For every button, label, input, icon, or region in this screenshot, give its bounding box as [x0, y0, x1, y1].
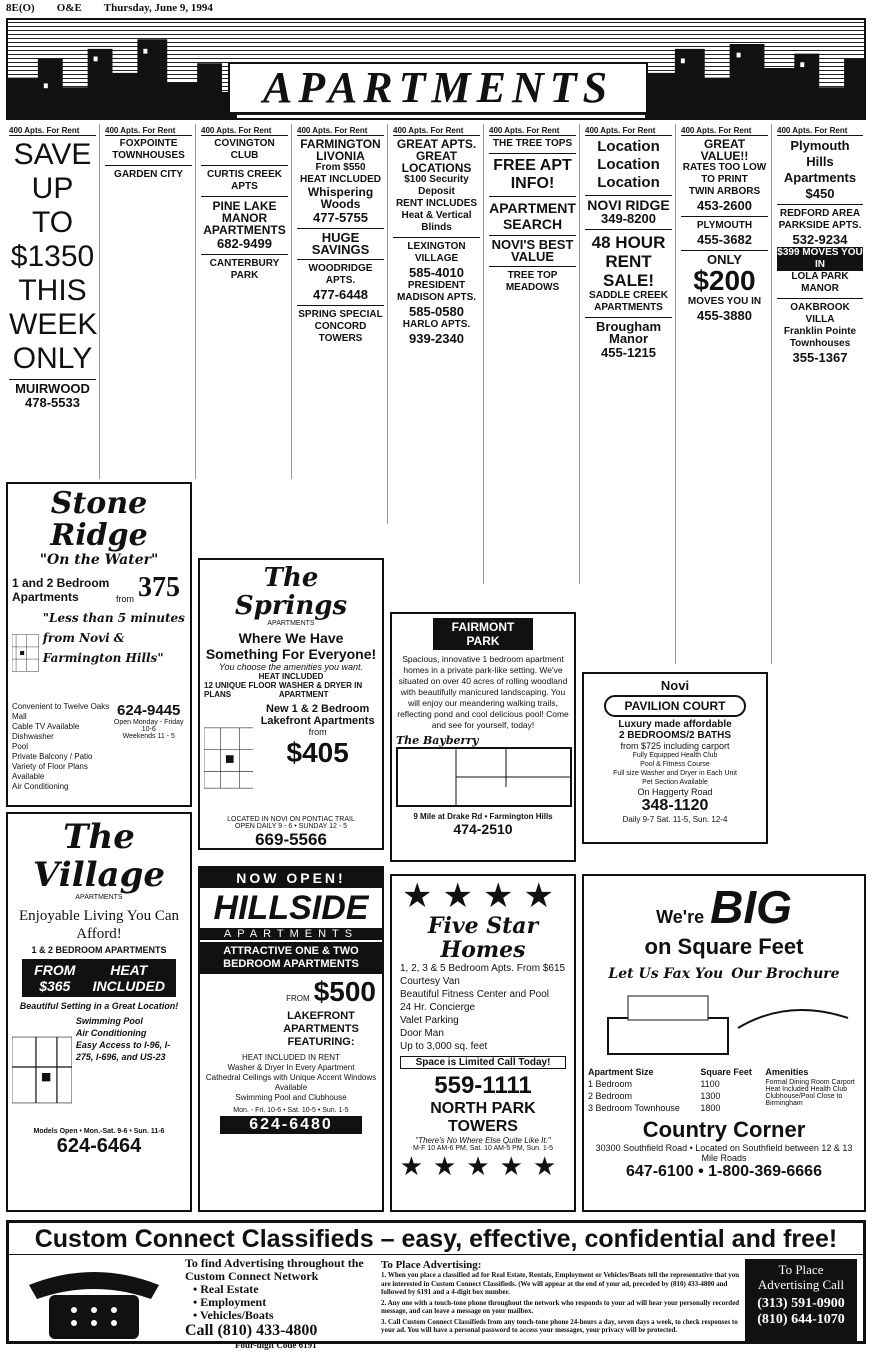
page-number: 8E(O): [6, 2, 35, 14]
section-label: 400 Apts. For Rent: [9, 126, 96, 136]
huge-savings: HUGE SAVINGS: [311, 230, 370, 257]
hillside-ad: [198, 866, 384, 1212]
security-deposit: $100 Security Deposit: [404, 174, 469, 197]
footer-step-2: 2. Any one with a touch-tone phone throughout the network who responds to your ad will hear your personally recorded message, and can leave a message on your mailbox.: [381, 1298, 740, 1315]
stars-bottom: ★★★★★: [399, 1151, 567, 1181]
footer-headline: Custom Connect Classifieds – easy, effective, confidential and free!: [9, 1223, 863, 1255]
feature-item: Valet Parking: [400, 1015, 459, 1026]
village-sub: APARTMENTS: [75, 894, 123, 901]
garden-city-label: GARDEN CITY: [114, 169, 183, 180]
pavilion-hours: Daily 9-7 Sat. 11-5, Sun. 12-4: [622, 815, 728, 824]
place-advertising-box: [745, 1259, 857, 1343]
springs-ad: [198, 558, 384, 850]
feature-item: Fully Equipped Health Club: [632, 752, 718, 759]
concord-towers: SPRING SPECIAL CONCORD TOWERS: [298, 309, 383, 344]
hillside-phone: 624-6480: [220, 1116, 362, 1134]
springs-hours: OPEN DAILY 9 - 6 • SUNDAY 12 - 5: [234, 823, 348, 830]
save-line-5: WEEK: [9, 308, 98, 341]
pavilion-phone: 348-1120: [641, 797, 709, 814]
village-heat: HEAT INCLUDED: [92, 962, 165, 994]
moves-399: $399 MOVES YOU IN: [777, 247, 863, 270]
fairmont-location: 9 Mile at Drake Rd • Farmington Hills: [413, 812, 553, 821]
stone-ridge-hours-1: Open Monday - Friday 10-6: [113, 719, 184, 733]
custom-connect-footer: [6, 1220, 866, 1350]
muirwood-name: MUIRWOOD: [15, 381, 90, 396]
feature-item: Air Conditioning: [12, 782, 69, 791]
springs-unique: 12 UNIQUE FLOOR PLANS: [204, 681, 277, 699]
apartment-search: APARTMENT SEARCH: [489, 200, 576, 232]
column-2: [102, 124, 196, 479]
country-corner-name: Country Corner: [642, 1117, 806, 1142]
country-corner-address: 30300 Southfield Road • Located on Southfield between 12 & 13 Mile Roads: [595, 1143, 853, 1163]
president-phone: 585-0580: [409, 304, 464, 319]
franklin-phone: 355-1367: [792, 350, 848, 365]
muirwood-phone: 478-5533: [25, 395, 80, 410]
big-lead-1: We're: [656, 907, 705, 927]
section-label: 400 Apts. For Rent: [777, 126, 863, 136]
column-3: [198, 124, 292, 479]
rates-too-low: RATES TOO LOW TO PRINT: [682, 162, 767, 185]
stone-ridge-quote: "Less than 5 minutes from Novi & Farmington Hills": [42, 611, 185, 665]
foxpointe-name: FOXPOINTE TOWNHOUSES: [112, 138, 185, 161]
north-park-call: Space is Limited Call Today!: [400, 1056, 566, 1069]
footer-list-3: • Vehicles/Boats: [193, 1308, 274, 1322]
village-map: [12, 1015, 72, 1125]
section-label: 400 Apts. For Rent: [297, 126, 384, 136]
save-line-6: ONLY: [12, 342, 93, 375]
woodridge-phone: 477-6448: [313, 287, 368, 302]
plymouth-label: PLYMOUTH: [696, 220, 753, 231]
brougham-manor: Brougham Manor: [596, 319, 661, 346]
heat-included: HEAT INCLUDED: [300, 174, 381, 185]
hillside-hours: Mon. - Fri. 10-6 • Sat. 10-5 • Sun. 1-5: [233, 1107, 349, 1114]
redford-area: REDFORD AREA: [779, 208, 861, 219]
springs-from: from: [308, 727, 327, 737]
springs-sub: APARTMENTS: [267, 620, 315, 627]
moves-you-in: MOVES YOU IN: [687, 296, 762, 307]
stone-ridge-ad: [6, 482, 192, 807]
plymouth-hills: Plymouth Hills Apartments: [783, 138, 857, 185]
banner-title: APARTMENTS: [228, 62, 648, 114]
column-6: [486, 124, 580, 584]
north-park-ad: [390, 874, 576, 1212]
section-label: 400 Apts. For Rent: [201, 126, 288, 136]
hillside-from: FROM: [286, 994, 310, 1003]
save-line-2: UP TO: [31, 172, 74, 239]
brochure-label: Our Brochure: [731, 966, 840, 982]
hillside-features: [200, 1053, 382, 1103]
great-value: GREAT VALUE!!: [700, 137, 749, 163]
save-line-4: THIS: [18, 274, 87, 307]
fax-label: Let Us Fax You: [608, 966, 724, 982]
callbox-head: To Place Advertising Call: [757, 1262, 845, 1292]
pavilion-name: PAVILION COURT: [604, 695, 746, 717]
lexington-phone: 585-4010: [409, 265, 464, 280]
section-label: 400 Apts. For Rent: [105, 126, 192, 136]
section-label: 400 Apts. For Rent: [585, 126, 672, 136]
feature-item: Pool & Fitness Course: [640, 761, 710, 768]
feature-item: Cable TV Available: [12, 722, 80, 731]
franklin-pointe: Franklin Pointe Townhouses: [783, 326, 857, 349]
north-park-phone: 559-1111: [434, 1072, 532, 1099]
feature-item: Air Conditioning: [75, 1028, 147, 1038]
big-lead-2: BIG: [710, 881, 792, 933]
pavilion-road: On Haggerty Road: [637, 787, 713, 797]
stone-ridge-map: [12, 608, 39, 698]
feature-item: Swimming Pool: [75, 1016, 143, 1026]
village-beds: 1 & 2 BEDROOM APARTMENTS: [31, 945, 167, 955]
free-apt-info: FREE APT INFO!: [493, 157, 572, 192]
stone-ridge-from: from: [116, 594, 134, 604]
pavilion-lead: Luxury made affordable: [618, 719, 732, 730]
village-features: [76, 1015, 186, 1125]
hillside-name: HILLSIDE: [213, 889, 369, 927]
north-park-features: [394, 962, 572, 1053]
telephone-icon: [19, 1265, 169, 1341]
springs-lake: New 1 & 2 Bedroom Lakefront Apartments: [260, 703, 375, 727]
whispering-phone: 477-5755: [313, 210, 368, 225]
save-line-1: SAVE: [13, 138, 92, 171]
parkside-phone: 532-9234: [792, 232, 848, 247]
brougham-phone: 455-1215: [601, 345, 656, 360]
from-price: From $550: [315, 162, 366, 173]
village-lead: Enjoyable Living You Can Afford!: [19, 908, 179, 942]
springs-choose: You choose the amenities you want.: [218, 662, 364, 672]
tree-top-meadows: TREE TOP MEADOWS: [505, 270, 560, 293]
harlo-apts: HARLO APTS.: [402, 319, 471, 330]
row-2-size: 2 Bedroom: [588, 1091, 633, 1101]
parkside-apts: PARKSIDE APTS.: [778, 220, 862, 231]
paper-name: O&E: [56, 2, 82, 14]
footer-step-1: 1. When you place a classified ad for Real Estate, Rentals, Employment or Vehicles/Boats tell the representative that you are interested in Custom Connect Classifieds. (We will appear at the end of your ad, preceded by (810) 433-4800 and followed by 6191 and a 4-digit box number.: [381, 1271, 740, 1296]
row-2-feet: 1300: [700, 1091, 721, 1101]
saddle-creek: SADDLE CREEK APARTMENTS: [589, 290, 668, 313]
footer-code: Four-digit Code 6191: [235, 1340, 317, 1350]
rent-includes: RENT INCLUDES Heat & Vertical Blinds: [395, 198, 478, 233]
column-9: [774, 124, 866, 664]
hillside-lead: ATTRACTIVE ONE & TWO BEDROOM APARTMENTS: [200, 942, 382, 974]
moves-phone: 455-3880: [697, 308, 752, 323]
springs-lead: Where We Have Something For Everyone!: [205, 630, 377, 662]
five-star-homes: Five Star Homes: [427, 913, 539, 963]
feature-item: Courtesy Van: [400, 976, 460, 987]
curtis-creek-name: CURTIS CREEK APTS: [206, 169, 282, 192]
north-park-tag: "There's No Where Else Quite Like It.": [415, 1136, 551, 1145]
novi-ridge-phone: 349-8200: [601, 211, 656, 226]
novi-ridge: NOVI RIDGE: [587, 197, 670, 213]
north-park-hours: M-F 10 AM-6 PM, Sat. 10 AM-5 PM, Sun. 1-5: [412, 1145, 554, 1152]
feature-item: Variety of Floor Plans Available: [12, 762, 88, 781]
row-3-feet: 1800: [700, 1103, 721, 1113]
fairmont-name: FAIRMONT PARK: [433, 618, 533, 650]
springs-phone: 669-5566: [255, 830, 327, 849]
hillside-sub: APARTMENTS: [200, 928, 382, 940]
springs-location: LOCATED IN NOVI ON PONTIAC TRAIL: [227, 816, 355, 823]
feature-item: Pet Section Available: [642, 779, 708, 786]
feature-item: Beautiful Fitness Center and Pool: [400, 989, 549, 1000]
plymouth-phone: 455-3682: [697, 232, 752, 247]
novis-best-value: NOVI'S BEST VALUE: [491, 237, 574, 264]
rent-sale: 48 HOUR RENT SALE!: [591, 233, 666, 290]
footer-find: To find Advertising throughout the Custom Connect Network: [185, 1256, 364, 1283]
col-size-header: Apartment Size: [588, 1067, 654, 1077]
whispering-woods: Whispering Woods: [307, 185, 374, 211]
big-lead-3: on Square Feet: [644, 934, 804, 959]
pine-lake-phone: 682-9499: [217, 236, 272, 251]
save-line-3: $1350: [10, 240, 95, 273]
pine-lake-name: PINE LAKE MANOR APARTMENTS: [203, 199, 286, 237]
pavilion-court-ad: [582, 672, 768, 844]
village-hours: Models Open • Mon.-Sat. 9-6 • Sun. 11-6: [33, 1128, 165, 1135]
pavilion-city: Novi: [660, 678, 690, 693]
great-locations: GREAT APTS. GREAT LOCATIONS: [396, 137, 477, 175]
page-date: Thursday, June 9, 1994: [103, 2, 213, 14]
hillside-price: $500: [313, 976, 376, 1007]
moves-price: $200: [693, 265, 756, 296]
fairmont-plan-name: The Bayberry: [396, 734, 479, 747]
footer-place: To Place Advertising:: [381, 1259, 482, 1271]
footer-step-3: 3. Call Custom Connect Classifieds from any touch-tone phone 24-hours a day, seven days a week, to check responses to your ad. You will have a personal password to access your messages, your privacy will be protected.: [381, 1317, 738, 1334]
pavilion-beds: 2 BEDROOMS/2 BATHS: [618, 730, 732, 741]
covington-name: COVINGTON CLUB: [214, 138, 275, 161]
oakbrook-villa: OAKBROOK VILLA: [790, 302, 850, 325]
hillside-open: NOW OPEN!: [200, 868, 382, 888]
country-corner-phone: 647-6100 • 1-800-369-6666: [626, 1163, 822, 1180]
feature-item: Up to 3,000 sq. feet: [400, 1041, 488, 1052]
feature-item: 24 Hr. Concierge: [400, 1002, 476, 1013]
fairmont-park-ad: [390, 612, 576, 862]
only-label: ONLY: [707, 252, 742, 267]
stone-ridge-tagline: "On the Water": [39, 552, 159, 568]
village-name: The Village: [33, 817, 165, 895]
section-label: 400 Apts. For Rent: [681, 126, 768, 136]
plymouth-hills-from: $450: [805, 186, 835, 201]
feature-item: Dishwasher: [12, 732, 54, 741]
footer-list-1: • Real Estate: [193, 1282, 259, 1296]
feature-item: Easy Access to I-96, I-275, I-696, and US-23: [75, 1040, 171, 1062]
footer-list-2: • Employment: [193, 1295, 267, 1309]
feature-item: 1, 2, 3 & 5 Bedroom Apts. From $615: [400, 963, 566, 974]
twin-arbors-phone: 453-2600: [697, 198, 752, 213]
tree-tops: THE TREE TOPS: [492, 138, 573, 149]
bayberry-floorplan: [396, 747, 572, 807]
lola-park: LOLA PARK MANOR: [791, 271, 849, 294]
pavilion-features: [588, 751, 762, 787]
president-madison: PRESIDENT MADISON APTS.: [396, 280, 477, 303]
village-setting: Beautiful Setting in a Great Location!: [19, 1001, 179, 1011]
stone-ridge-name: Stone Ridge: [50, 486, 148, 553]
feature-item: Swimming Pool and Clubhouse: [235, 1093, 347, 1102]
pavilion-from: from $725 including carport: [620, 741, 730, 751]
lexington-village: LEXINGTON VILLAGE: [407, 241, 466, 264]
feature-item: Full size Washer and Dryer in Each Unit: [613, 770, 737, 777]
amenities-list: Formal Dining Room Carport Heat Included Health Club Clubhouse/Pool Close to Birmingham: [765, 1079, 855, 1107]
col-feet-header: Square Feet: [700, 1067, 752, 1077]
location-headline: Location Location Location: [597, 138, 660, 191]
fairmont-phone: 474-2510: [453, 821, 513, 837]
feature-item: Door Man: [400, 1028, 444, 1039]
section-label: 400 Apts. For Rent: [489, 126, 576, 136]
hillside-feature-head: LAKEFRONT APARTMENTS FEATURING:: [283, 1010, 359, 1048]
stone-ridge-phone: 624-9445: [117, 702, 181, 719]
row-1-feet: 1100: [700, 1079, 720, 1089]
springs-map: [204, 703, 253, 813]
stone-ridge-hours-2: Weekends 11 - 5: [122, 733, 175, 740]
village-ad: [6, 812, 192, 1212]
springs-price: $405: [286, 737, 349, 768]
canterbury-name: CANTERBURY PARK: [209, 258, 280, 281]
harlo-phone: 939-2340: [409, 331, 464, 346]
col-amen-header: Amenities: [765, 1067, 809, 1077]
twin-arbors: TWIN ARBORS: [688, 186, 761, 197]
springs-wash: WASHER & DRYER IN APARTMENT: [278, 681, 363, 699]
village-from: FROM $365: [34, 962, 76, 994]
row-1-size: 1 Bedroom: [588, 1079, 633, 1089]
stone-ridge-beds: 1 and 2 Bedroom Apartments: [12, 576, 110, 604]
stars-top: ★★★★: [402, 877, 564, 915]
springs-name: The Springs: [234, 563, 348, 621]
woodridge-name: WOODRIDGE APTS.: [308, 263, 373, 286]
country-corner-ad: [582, 874, 866, 1212]
farmington-livonia: FARMINGTON LIVONIA: [300, 137, 381, 163]
stone-ridge-price: 375: [138, 572, 180, 603]
feature-item: Cathedral Ceilings with Unique Accent Windows Available: [205, 1073, 377, 1092]
village-phone: 624-6464: [56, 1135, 142, 1157]
fairmont-body: Spacious, innovative 1 bedroom apartment homes in a private park-like setting. We've situated on over 40 acres of rolling woodland with beautifully manicured landscaping. You will enjoy our meandering walking trails, reflecting pond and cool delicious pool! Come and see for yourself, today!: [397, 654, 569, 730]
fax-machine-illustration: [588, 988, 860, 1058]
column-7: [582, 124, 676, 664]
callbox-phone-2: (810) 644-1070: [757, 1312, 845, 1327]
stone-ridge-features: [12, 702, 111, 792]
column-8: [678, 124, 772, 664]
feature-item: Convenient to Twelve Oaks Mall: [12, 702, 110, 721]
column-5: [390, 124, 484, 584]
callbox-phone-1: (313) 591-0900: [757, 1296, 845, 1311]
feature-item: Pool: [12, 742, 29, 751]
column-1: [6, 124, 100, 479]
apartments-banner: [6, 18, 866, 120]
section-label: 400 Apts. For Rent: [393, 126, 480, 136]
footer-call: Call (810) 433-4800: [185, 1322, 318, 1339]
feature-item: Washer & Dryer In Every Apartment: [227, 1063, 355, 1072]
column-4: [294, 124, 388, 524]
feature-item: HEAT INCLUDED IN RENT: [242, 1053, 340, 1062]
row-3-size: 3 Bedroom Townhouse: [588, 1103, 680, 1113]
north-park-brand: NORTH PARK TOWERS: [430, 1100, 536, 1135]
springs-heat: HEAT INCLUDED: [258, 672, 324, 681]
page-header: [6, 2, 866, 16]
feature-item: Private Balcony / Patio: [12, 752, 93, 761]
